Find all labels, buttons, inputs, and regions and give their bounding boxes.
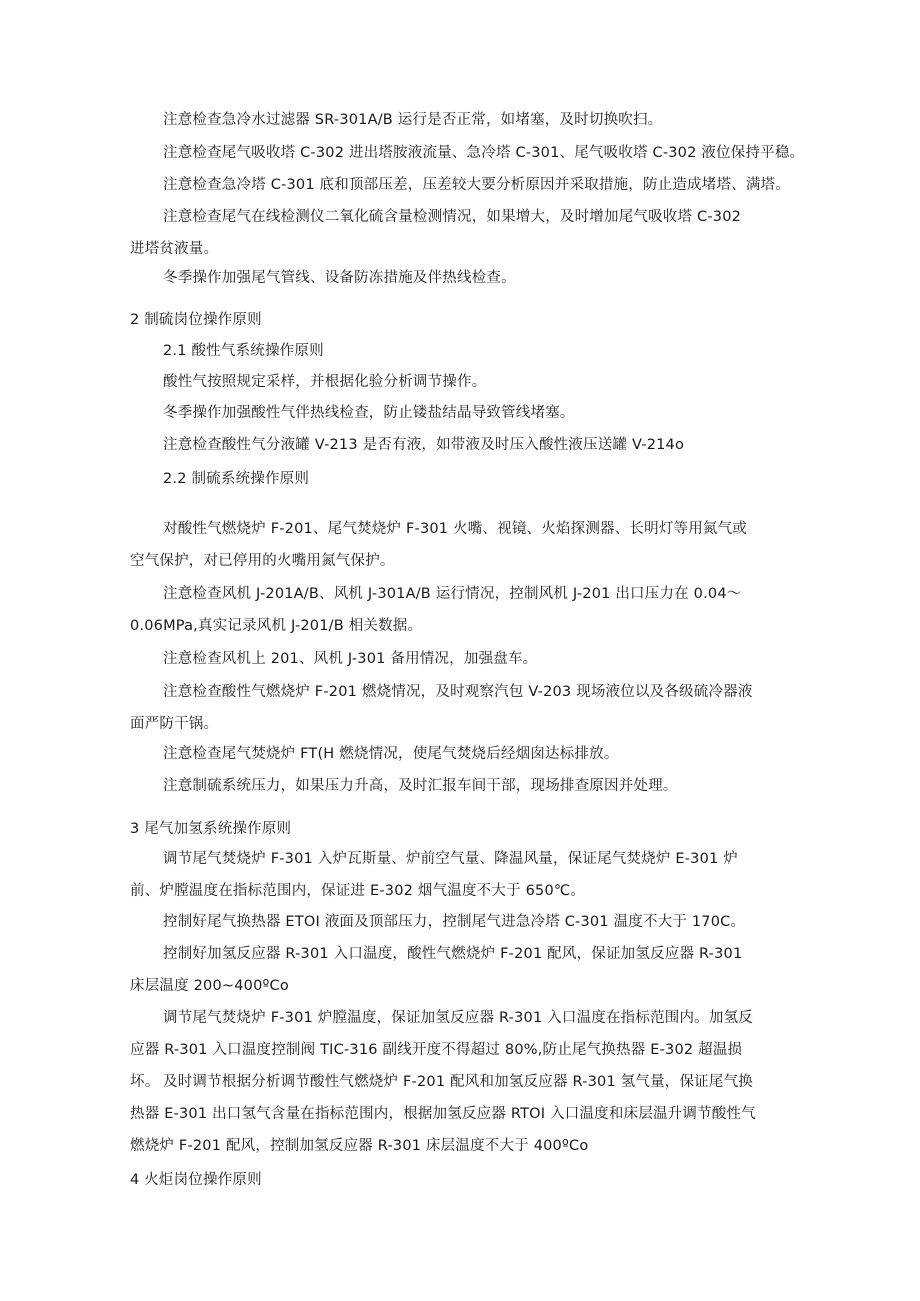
paragraph: 注意检查风机上 201、风机 J-301 备用情况，加强盘车。 (163, 651, 538, 667)
paragraph: 调节尾气焚烧炉 F-301 入炉瓦斯量、炉前空气量、降温风量，保证尾气焚烧炉 E-301 炉前、炉膛温度在指标范围内，保证进 E-302 烟气温度不大于 650℃。 (130, 851, 738, 899)
paragraph: 注意检查酸性气燃烧炉 F-201 燃烧情况，及时观察汽包 V-203 现场液位以及各级硫冷器液面严防干锅。 (130, 684, 753, 732)
paragraph: 及时调节根据分析调节酸性气燃烧炉 F-201 配风和加氢反应器 R-301 氢气量，保证尾气换热器 E-301 出口氢气含量在指标范围内，根据加氢反应器 RTOI 入口温度和床层温升调节酸性气燃烧炉 F-201 配风，控制加氢反应器 R-301 床层温度不大于 400ºCo (130, 1074, 756, 1154)
subsection-heading: 2.1 酸性气系统操作原则 (163, 343, 324, 359)
paragraph: 对酸性气燃烧炉 F-201、尾气焚烧炉 F-301 火嘴、视镜、火焰探测器、长明灯等用氮气或空气保护，对已停用的火嘴用氮气保护。 (130, 521, 748, 569)
paragraph: 控制好加氢反应器 R-301 入口温度，酸性气燃烧炉 F-201 配风，保证加氢反应器 R-301 床层温度 200~400ºCo (130, 946, 743, 994)
paragraph: 冬季操作加强尾气管线、设备防冻措施及伴热线检查。 (163, 270, 516, 286)
section-heading: 2 制硫岗位操作原则 (130, 312, 262, 328)
paragraph: 注意检查尾气焚烧炉 FT(H 燃烧情况，使尾气焚烧后经烟囱达标排放。 (163, 746, 619, 762)
paragraph: 注意检查急冷水过滤器 SR-301A/B 运行是否正常，如堵塞，及时切换吹扫。 (163, 112, 663, 128)
paragraph: 注意制硫系统压力，如果压力升高，及时汇报车间干部，现场排查原因并处理。 (163, 778, 678, 794)
section-heading: 3 尾气加氢系统操作原则 (130, 821, 292, 837)
paragraph: 调节尾气焚烧炉 F-301 炉膛温度，保证加氢反应器 R-301 入口温度在指标范围内。加氢反应器 R-301 入口温度控制阀 TIC-316 副线开度不得超过 80%,防止尾气换热器 E-302 超温损坏。 (130, 1010, 753, 1090)
paragraph: 注意检查酸性气分液罐 V-213 是否有液，如带液及时压入酸性液压送罐 V-214o (163, 437, 685, 453)
section-heading: 4 火炬岗位操作原则 (130, 1172, 262, 1188)
subsection-heading: 2.2 制硫系统操作原则 (163, 471, 310, 487)
paragraph: 注意检查风机 J-201A/B、风机 J-301A/B 运行情况，控制风机 J-201 出口压力在 0.04～0.06MPa,真实记录风机 J-201/B 相关数据。 (130, 586, 742, 634)
paragraph: 注意检查尾气吸收塔 C-302 进出塔胺液流量、急冷塔 C-301、尾气吸收塔 C-302 液位保持平稳。 (163, 145, 805, 161)
paragraph: 注意检查尾气在线检测仪二氧化硫含量检测情况，如果增大，及时增加尾气吸收塔 C-302 进塔贫液量。 (130, 209, 742, 257)
paragraph: 注意检查急冷塔 C-301 底和顶部压差，压差较大要分析原因并采取措施，防止造成堵塔、满塔。 (163, 177, 790, 193)
paragraph: 酸性气按照规定采样，并根据化验分析调节操作。 (163, 374, 487, 390)
paragraph: 控制好尾气换热器 ETOI 液面及顶部压力，控制尾气进急冷塔 C-301 温度不大于 170C。 (163, 914, 746, 930)
paragraph: 冬季操作加强酸性气伴热线检查，防止镂盐结晶导致管线堵塞。 (163, 405, 575, 421)
